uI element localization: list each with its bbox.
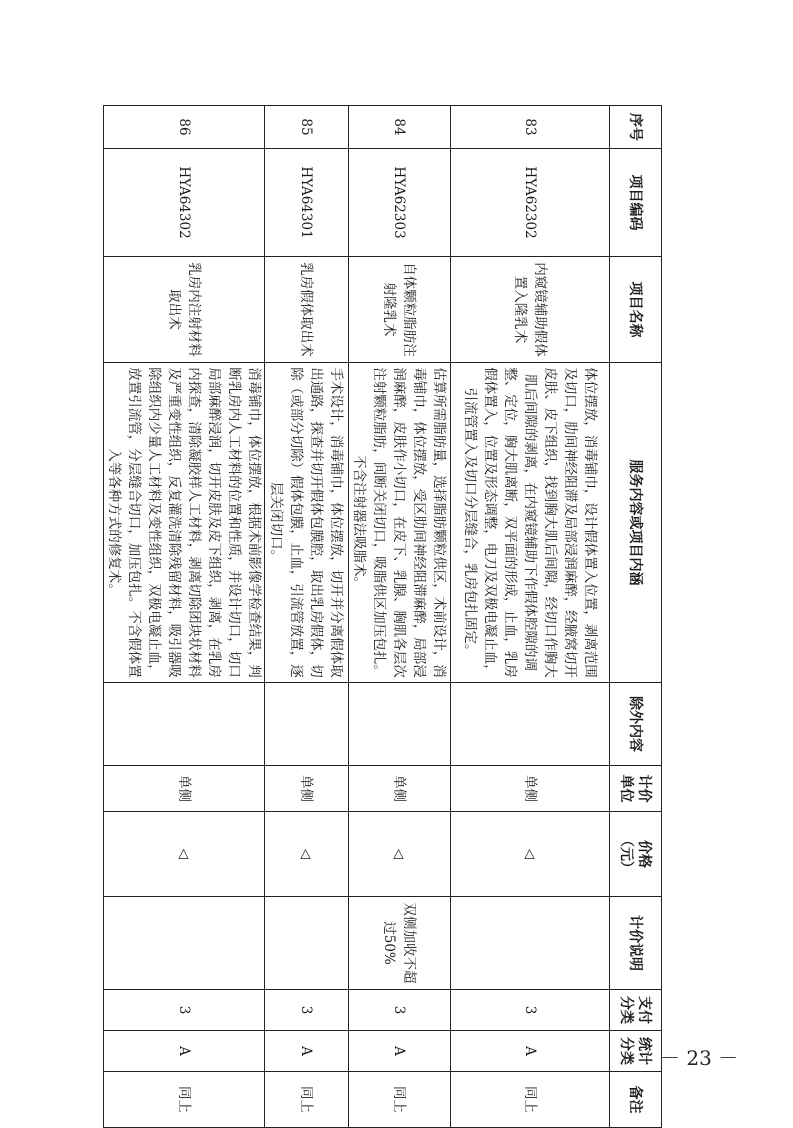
header-remark: 备注 — [610, 1072, 662, 1128]
header-pay — [610, 990, 662, 1031]
cell-remark: 同上 — [265, 1072, 349, 1128]
table-row — [451, 106, 610, 1128]
page-number: － 23 － — [660, 1046, 739, 1070]
cell-content: 消毒铺巾，体位摆放，根据术前影像学检查结果，判断乳房内人工材料的位置和性质，并设计切口，切口局部麻醉浸润，切开皮肤及皮下组织，剥离，在乳房内探查，清除凝胶样人工材料，剥离切除团块状材料及严重变性组织，反复灌洗清除残留材料，吸引器吸除组织内少量人工材料及变性组织，双极电凝止血，放置引流管，分层缝合切口，加压包扎。不含假体置入等各种方式的修复术。 — [104, 363, 265, 683]
rotated-table-wrapper — [106, 105, 662, 1114]
header-unit-line2: 单位 — [618, 774, 635, 803]
header-seq: 序号 — [610, 106, 662, 149]
header-unit-line1: 计价 — [636, 774, 653, 803]
header-stat-line2: 分类 — [618, 1037, 635, 1065]
cell-excluded — [104, 683, 265, 766]
cell-unit: 单侧 — [451, 766, 610, 812]
cell-code: HYA62303 — [349, 149, 451, 257]
cell-remark: 同上 — [349, 1072, 451, 1128]
cell-content: 估算所需脂肪量，选择脂肪颗粒供区，术前设计，消毒铺巾，体位摆放，受区肋间神经阻滞麻醉，局部浸润麻醉，皮肤作小切口，在皮下、乳腺、胸肌各层次注射颗粒脂肪，间断关闭切口，吸脂供区加压包扎。不含注射器法吸脂术。 — [349, 363, 451, 683]
cell-price: ◁ — [104, 812, 265, 897]
cell-excluded — [451, 683, 610, 766]
cell-price: ◁ — [349, 812, 451, 897]
cell-price-note — [451, 897, 610, 990]
cell-unit: 单侧 — [349, 766, 451, 812]
cell-seq: 85 — [265, 106, 349, 149]
cell-name: 自体颗粒脂肪注射隆乳术 — [349, 257, 451, 363]
header-stat — [610, 1031, 662, 1072]
table-header-row — [610, 106, 662, 1128]
header-price — [610, 812, 662, 897]
header-price-line2: （元） — [618, 833, 635, 875]
cell-excluded — [349, 683, 451, 766]
cell-stat: A — [349, 1031, 451, 1072]
header-content: 服务内容或项目内涵 — [610, 363, 662, 683]
cell-price: ◁ — [451, 812, 610, 897]
cell-content: 手术设计，消毒铺巾，体位摆放，切开并分离假体取出通路，探查并切开假体包膜腔，取出乳房假体，切除（或部分切除）假体包膜，止血，引流管放置，逐层关闭切口。 — [265, 363, 349, 683]
cell-seq: 83 — [451, 106, 610, 149]
cell-unit: 单侧 — [265, 766, 349, 812]
cell-price-note — [104, 897, 265, 990]
cell-price-note — [265, 897, 349, 990]
header-code: 项目编码 — [610, 149, 662, 257]
cell-pay: 3 — [451, 990, 610, 1031]
cell-unit: 单侧 — [104, 766, 265, 812]
cell-remark: 同上 — [104, 1072, 265, 1128]
cell-pay: 3 — [265, 990, 349, 1031]
cell-code: HYA64302 — [104, 149, 265, 257]
cell-seq: 84 — [349, 106, 451, 149]
cell-price-note: 双侧加收不超过50% — [349, 897, 451, 990]
header-price-line1: 价格 — [636, 840, 653, 868]
cell-content: 体位摆放，消毒铺巾，设计假体置入位置，剥离范围及切口，肋间神经阻滞及局部浸润麻醉，经腋窝切开皮肤、皮下组织，找到胸大肌后间隙，经切口作胸大肌后间隙的剥离，在内窥镜辅助下作假体腔隙的调整、定位，胸大肌离断，双平面的形成，止血，乳房假体置入，位置及形态调整，电刀及双极电凝止血，引流管置入及切口分层缝合，乳房包扎固定。 — [451, 363, 610, 683]
cell-stat: A — [104, 1031, 265, 1072]
cell-pay: 3 — [349, 990, 451, 1031]
cell-pay: 3 — [104, 990, 265, 1031]
header-stat-line1: 统计 — [636, 1037, 653, 1065]
cell-code: HYA62302 — [451, 149, 610, 257]
cell-seq: 86 — [104, 106, 265, 149]
cell-code: HYA64301 — [265, 149, 349, 257]
cell-name: 乳房内注射材料取出术 — [104, 257, 265, 363]
cell-stat: A — [451, 1031, 610, 1072]
cell-stat: A — [265, 1031, 349, 1072]
table-row — [349, 106, 451, 1128]
header-pay-line2: 分类 — [618, 996, 635, 1024]
table-row — [104, 106, 265, 1128]
cell-remark: 同上 — [451, 1072, 610, 1128]
header-unit — [610, 766, 662, 812]
cell-name: 内窥镜辅助假体置入隆乳术 — [451, 257, 610, 363]
header-name: 项目名称 — [610, 257, 662, 363]
cell-name: 乳房假体取出术 — [265, 257, 349, 363]
table-row — [265, 106, 349, 1128]
pricing-table — [103, 105, 662, 1128]
cell-price: ◁ — [265, 812, 349, 897]
header-pay-line1: 支付 — [636, 996, 653, 1024]
header-price-note: 计价说明 — [610, 897, 662, 990]
cell-excluded — [265, 683, 349, 766]
header-excluded: 除外内容 — [610, 683, 662, 766]
